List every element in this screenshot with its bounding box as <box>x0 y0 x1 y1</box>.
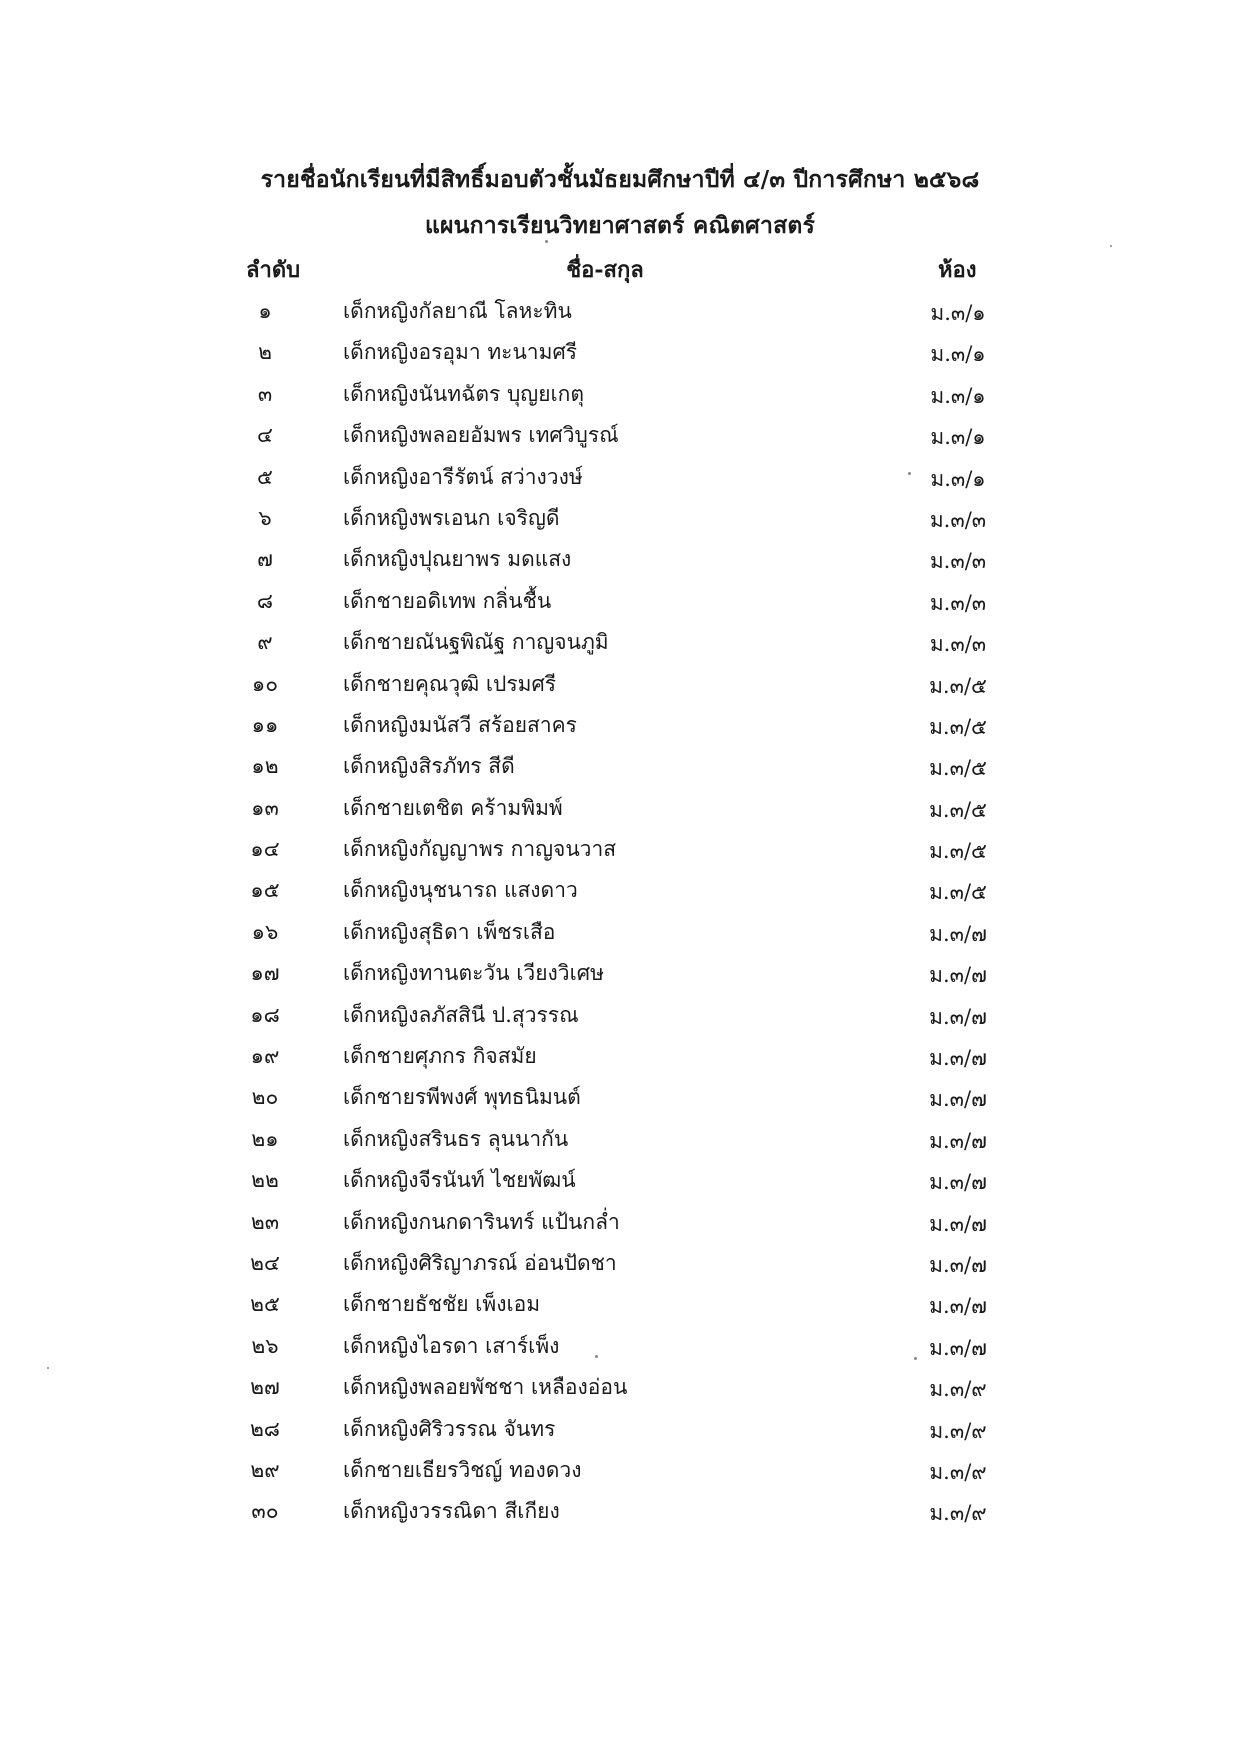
student-name: เด็กหญิงกัญญาพร กาญจนวาส <box>343 837 617 862</box>
row-number: ๒๓ <box>250 1209 280 1234</box>
table-row <box>0 993 1240 1034</box>
table-row <box>0 496 1240 537</box>
student-name: เด็กหญิงทานตะวัน เวียงวิเศษ <box>343 961 604 986</box>
student-name: เด็กหญิงลภัสสินี ป.สุวรรณ <box>343 1002 579 1027</box>
scan-speck <box>545 240 548 243</box>
student-room: ม.๓/๕ <box>929 797 987 822</box>
student-name: เด็กชายธัชชัย เพ็งเอม <box>343 1292 541 1317</box>
table-row <box>0 1241 1240 1282</box>
student-name: เด็กหญิงอรอุมา ทะนามศรี <box>343 340 578 365</box>
student-name: เด็กหญิงกนกดารินทร์ แป้นกล่ำ <box>343 1209 620 1234</box>
student-room: ม.๓/๙ <box>929 1377 987 1402</box>
row-number: ๑๔ <box>250 837 280 862</box>
table-row <box>0 744 1240 785</box>
row-number: ๑๓ <box>251 795 279 820</box>
student-name: เด็กหญิงพรเอนก เจริญดี <box>343 505 560 530</box>
row-number: ๑๙ <box>250 1044 280 1069</box>
row-number: ๒๑ <box>251 1126 279 1151</box>
row-number: ๒๕ <box>250 1292 280 1317</box>
student-name: เด็กหญิงสรินธร ลุนนากัน <box>343 1126 569 1151</box>
student-room: ม.๓/๓ <box>929 632 987 657</box>
document-title: รายชื่อนักเรียนที่มีสิทธิ์มอบตัวชั้นมัธยมศึกษาปีที่ ๔/๓ ปีการศึกษา ๒๕๖๘ <box>260 166 980 193</box>
student-room: ม.๓/๕ <box>929 839 987 864</box>
student-room: ม.๓/๗ <box>929 921 987 946</box>
row-number: ๒๔ <box>250 1250 280 1275</box>
student-room: ม.๓/๗ <box>929 1335 987 1360</box>
student-room: ม.๓/๗ <box>929 963 987 988</box>
row-number: ๒๖ <box>251 1333 279 1358</box>
table-row <box>0 868 1240 909</box>
student-room: ม.๓/๑ <box>930 466 986 491</box>
table-row <box>0 1324 1240 1365</box>
table-row <box>0 827 1240 868</box>
row-number: ๘ <box>256 588 274 613</box>
scan-speck <box>595 1355 598 1358</box>
scan-speck <box>908 472 911 475</box>
table-row <box>0 910 1240 951</box>
scan-speck <box>47 1367 49 1369</box>
column-header-room: ห้อง <box>938 257 977 283</box>
student-room: ม.๓/๕ <box>929 756 987 781</box>
table-row <box>0 662 1240 703</box>
row-number: ๒๒ <box>251 1168 279 1193</box>
table-row <box>0 951 1240 992</box>
student-name: เด็กหญิงพลอยพัชชา เหลืองอ่อน <box>343 1375 628 1400</box>
student-name: เด็กหญิงสุธิดา เพ็ชรเสือ <box>343 919 556 944</box>
student-room: ม.๓/๙ <box>929 1418 987 1443</box>
table-row <box>0 786 1240 827</box>
row-number: ๑ <box>258 299 272 323</box>
student-name: เด็กหญิงกัลยาณี โลหะทิน <box>343 299 572 323</box>
row-number: ๑๒ <box>251 754 279 779</box>
table-row <box>0 1075 1240 1116</box>
student-room: ม.๓/๗ <box>929 1046 987 1071</box>
student-table <box>0 289 1240 1531</box>
table-row <box>0 330 1240 371</box>
student-room: ม.๓/๙ <box>929 1501 987 1526</box>
table-row <box>0 1200 1240 1241</box>
table-row <box>0 372 1240 413</box>
student-room: ม.๓/๓ <box>929 549 987 574</box>
student-room: ม.๓/๗ <box>929 1128 987 1153</box>
student-room: ม.๓/๗ <box>929 1211 987 1236</box>
row-number: ๙ <box>257 630 273 655</box>
row-number: ๑๑ <box>251 712 279 737</box>
table-row <box>0 455 1240 496</box>
table-row <box>0 1158 1240 1199</box>
table-row <box>0 620 1240 661</box>
row-number: ๑๕ <box>250 878 280 903</box>
row-number: ๗ <box>257 547 273 572</box>
student-name: เด็กหญิงปุณยาพร มดแสง <box>343 547 572 572</box>
table-row <box>0 537 1240 578</box>
student-name: เด็กหญิงอารีรัตน์ สว่างวงษ์ <box>343 464 583 489</box>
row-number: ๑๐ <box>251 671 279 696</box>
student-name: เด็กชายศุภกร กิจสมัย <box>343 1044 537 1069</box>
table-row <box>0 1034 1240 1075</box>
student-name: เด็กชายเตชิต คร้ามพิมพ์ <box>343 795 563 820</box>
row-number: ๓ <box>257 381 273 406</box>
table-row <box>0 1448 1240 1489</box>
student-name: เด็กชายเธียรวิชญ์ ทองดวง <box>343 1457 582 1482</box>
scan-speck <box>1110 245 1112 247</box>
table-row <box>0 579 1240 620</box>
document-subtitle: แผนการเรียนวิทยาศาสตร์ คณิตศาสตร์ <box>424 212 816 239</box>
table-row <box>0 1117 1240 1158</box>
student-room: ม.๓/๓ <box>929 590 987 615</box>
student-room: ม.๓/๗ <box>929 1294 987 1319</box>
student-room: ม.๓/๑ <box>930 425 986 450</box>
student-room: ม.๓/๗ <box>929 1252 987 1277</box>
row-number: ๒ <box>258 340 272 365</box>
student-name: เด็กชายอดิเทพ กลิ่นชื้น <box>343 588 552 613</box>
student-room: ม.๓/๕ <box>929 714 987 739</box>
row-number: ๒๙ <box>250 1457 280 1482</box>
row-number: ๒๐ <box>251 1085 279 1110</box>
row-number: ๓๐ <box>251 1499 279 1524</box>
table-row <box>0 1365 1240 1406</box>
table-row <box>0 289 1240 330</box>
student-name: เด็กหญิงศิริวรรณ จันทร <box>343 1416 556 1441</box>
row-number: ๕ <box>257 464 273 489</box>
student-room: ม.๓/๓ <box>929 507 987 532</box>
scan-speck <box>914 1357 917 1360</box>
student-name: เด็กชายคุณวุฒิ เปรมศรี <box>343 671 557 696</box>
table-row <box>0 703 1240 744</box>
student-name: เด็กหญิงพลอยอัมพร เทศวิบูรณ์ <box>343 423 619 448</box>
student-name: เด็กหญิงไอรดา เสาร์เพ็ง <box>343 1333 560 1358</box>
student-name: เด็กชายณันฐพิณัฐ กาญจนภูมิ <box>343 630 609 655</box>
student-room: ม.๓/๙ <box>929 1459 987 1484</box>
student-room: ม.๓/๗ <box>929 1087 987 1112</box>
student-name: เด็กหญิงศิริญาภรณ์ อ่อนปัดชา <box>343 1250 617 1275</box>
student-name: เด็กหญิงวรรณิดา สีเกียง <box>343 1499 560 1524</box>
student-name: เด็กหญิงจีรนันท์ ไชยพัฒน์ <box>343 1168 576 1193</box>
row-number: ๑๖ <box>251 919 279 944</box>
student-name: เด็กหญิงนุชนารถ แสงดาว <box>343 878 578 903</box>
row-number: ๔ <box>257 423 273 448</box>
row-number: ๖ <box>258 505 272 530</box>
student-room: ม.๓/๑ <box>930 301 986 325</box>
row-number: ๑๗ <box>250 961 280 986</box>
student-room: ม.๓/๗ <box>929 1004 987 1029</box>
student-name: เด็กหญิงนันทฉัตร บุญยเกตุ <box>343 381 585 406</box>
row-number: ๒๗ <box>250 1375 280 1400</box>
student-room: ม.๓/๑ <box>930 342 986 367</box>
table-row <box>0 413 1240 454</box>
row-number: ๒๘ <box>249 1416 281 1441</box>
table-row <box>0 1282 1240 1323</box>
student-room: ม.๓/๑ <box>930 383 986 408</box>
table-row <box>0 1407 1240 1448</box>
student-room: ม.๓/๕ <box>929 880 987 905</box>
student-name: เด็กหญิงสิรภัทร สีดี <box>343 754 515 779</box>
column-header-no: ลำดับ <box>246 257 301 283</box>
student-name: เด็กชายรพีพงศ์ พุทธนิมนต์ <box>343 1085 581 1110</box>
student-room: ม.๓/๗ <box>929 1170 987 1195</box>
column-header-name: ชื่อ-สกุล <box>566 257 644 283</box>
student-room: ม.๓/๕ <box>929 673 987 698</box>
table-row <box>0 1489 1240 1530</box>
student-name: เด็กหญิงมนัสวี สร้อยสาคร <box>343 712 577 737</box>
row-number: ๑๘ <box>250 1002 280 1027</box>
